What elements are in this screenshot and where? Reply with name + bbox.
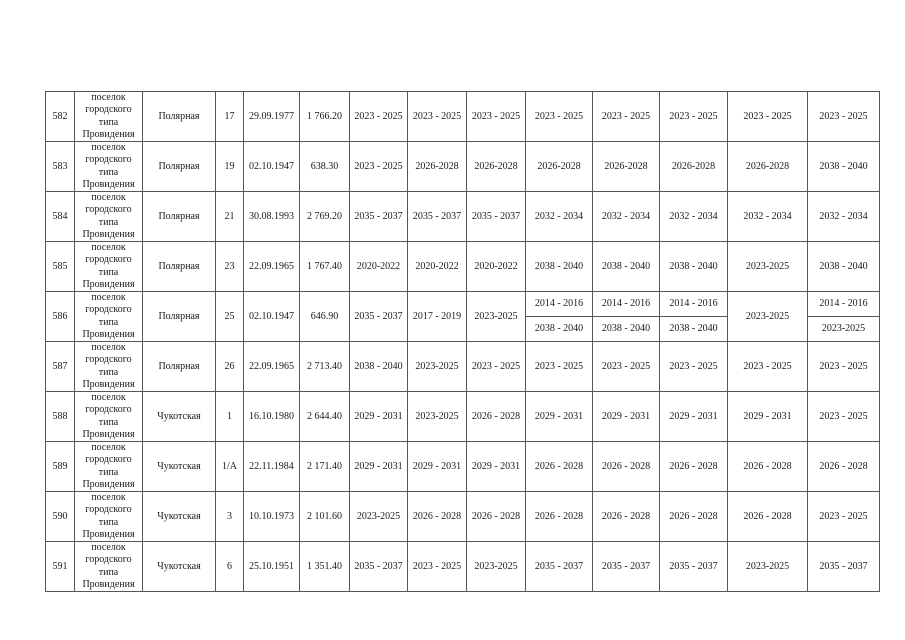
- commissioning-date-cell: 29.09.1977: [244, 92, 300, 142]
- period-cell-4: 2038 - 2040: [526, 242, 593, 292]
- locality-line: городского: [85, 354, 132, 366]
- period-cell-1: 2020-2022: [350, 242, 408, 292]
- period-cell-5: 2026-2028: [593, 142, 660, 192]
- period-cell-7: 2023-2025: [728, 242, 808, 292]
- document-page: [45, 91, 879, 592]
- period-cell-8: 2038 - 2040: [808, 242, 880, 292]
- row-number-cell: 582: [46, 92, 75, 142]
- period-cell-3: 2026-2028: [467, 142, 526, 192]
- street-cell: Полярная: [143, 342, 216, 392]
- table-row: [46, 342, 880, 392]
- locality-line: Провидения: [82, 528, 135, 540]
- period-cell-2: 2029 - 2031: [408, 442, 467, 492]
- period-cell-2: 2023-2025: [408, 342, 467, 392]
- commissioning-date-cell: 25.10.1951: [244, 542, 300, 592]
- period-cell-6: 2038 - 2040: [660, 242, 728, 292]
- locality-line: Провидения: [82, 278, 135, 290]
- period-cell-7: 2023-2025: [728, 542, 808, 592]
- period-cell-4: 2029 - 2031: [526, 392, 593, 442]
- area-cell: 2 101.60: [300, 492, 350, 542]
- period-cell-7: 2026 - 2028: [728, 492, 808, 542]
- house-number-cell: 23: [216, 242, 244, 292]
- street-cell: Чукотская: [143, 492, 216, 542]
- house-number-cell: 25: [216, 292, 244, 342]
- period-cell-3: 2023-2025: [467, 292, 526, 342]
- period-cell-8: 2023 - 2025: [808, 392, 880, 442]
- period-cell-4: 2026 - 2028: [526, 442, 593, 492]
- street-cell: Чукотская: [143, 442, 216, 492]
- locality-line: поселок: [91, 92, 126, 104]
- row-number-cell: 585: [46, 242, 75, 292]
- period-upper: 2014 - 2016: [808, 292, 879, 317]
- table-row: [46, 192, 880, 242]
- period-cell-5: 2038 - 2040: [593, 242, 660, 292]
- street-cell: Полярная: [143, 92, 216, 142]
- period-cell-2: 2023 - 2025: [408, 92, 467, 142]
- locality-line: типа: [98, 416, 119, 428]
- period-cell-6: [660, 292, 728, 342]
- period-upper: 2014 - 2016: [660, 292, 727, 317]
- period-lower: 2023-2025: [821, 323, 866, 334]
- period-cell-6: 2026 - 2028: [660, 492, 728, 542]
- period-cell-6: 2026-2028: [660, 142, 728, 192]
- period-lower: 2038 - 2040: [534, 323, 584, 334]
- period-cell-6: 2023 - 2025: [660, 342, 728, 392]
- area-cell: 2 644.40: [300, 392, 350, 442]
- row-number-cell: 587: [46, 342, 75, 392]
- locality-line: типа: [98, 466, 119, 478]
- period-cell-5: 2032 - 2034: [593, 192, 660, 242]
- period-cell-6: 2029 - 2031: [660, 392, 728, 442]
- locality-line: Провидения: [82, 428, 135, 440]
- commissioning-date-cell: 30.08.1993: [244, 192, 300, 242]
- house-number-cell: 6: [216, 542, 244, 592]
- area-cell: 1 351.40: [300, 542, 350, 592]
- area-cell: 646.90: [300, 292, 350, 342]
- area-cell: 1 767.40: [300, 242, 350, 292]
- locality-line: Провидения: [82, 478, 135, 490]
- house-number-cell: 26: [216, 342, 244, 392]
- period-cell-7: 2026 - 2028: [728, 442, 808, 492]
- period-lower: 2038 - 2040: [601, 323, 651, 334]
- period-cell-2: 2026-2028: [408, 142, 467, 192]
- period-cell-2: 2035 - 2037: [408, 192, 467, 242]
- period-cell-4: 2035 - 2037: [526, 542, 593, 592]
- house-number-cell: 19: [216, 142, 244, 192]
- period-cell-6: 2026 - 2028: [660, 442, 728, 492]
- period-cell-7: 2023-2025: [728, 292, 808, 342]
- locality-line: городского: [85, 204, 132, 216]
- locality-cell: [75, 342, 143, 392]
- row-number-cell: 590: [46, 492, 75, 542]
- period-cell-5: 2029 - 2031: [593, 392, 660, 442]
- period-cell-8: 2035 - 2037: [808, 542, 880, 592]
- period-cell-5: 2026 - 2028: [593, 492, 660, 542]
- period-cell-5: 2023 - 2025: [593, 92, 660, 142]
- period-cell-3: 2023-2025: [467, 542, 526, 592]
- period-cell-5: 2035 - 2037: [593, 542, 660, 592]
- area-cell: 2 769.20: [300, 192, 350, 242]
- period-cell-3: 2020-2022: [467, 242, 526, 292]
- locality-line: типа: [98, 166, 119, 178]
- street-cell: Полярная: [143, 292, 216, 342]
- locality-line: городского: [85, 154, 132, 166]
- area-cell: 1 766.20: [300, 92, 350, 142]
- locality-line: поселок: [91, 492, 126, 504]
- period-cell-8: 2023 - 2025: [808, 492, 880, 542]
- period-cell-1: 2035 - 2037: [350, 192, 408, 242]
- period-cell-4: 2023 - 2025: [526, 92, 593, 142]
- locality-line: поселок: [91, 292, 126, 304]
- locality-line: Провидения: [82, 378, 135, 390]
- period-cell-2: 2023 - 2025: [408, 542, 467, 592]
- period-cell-7: 2032 - 2034: [728, 192, 808, 242]
- table-row: [46, 242, 880, 292]
- locality-line: городского: [85, 454, 132, 466]
- period-cell-7: 2023 - 2025: [728, 342, 808, 392]
- locality-cell: [75, 192, 143, 242]
- house-number-cell: 1/А: [216, 442, 244, 492]
- locality-cell: [75, 142, 143, 192]
- table-row: [46, 92, 880, 142]
- locality-cell: [75, 492, 143, 542]
- area-cell: 638.30: [300, 142, 350, 192]
- locality-line: Провидения: [82, 178, 135, 190]
- period-cell-8: 2026 - 2028: [808, 442, 880, 492]
- locality-line: Провидения: [82, 578, 135, 590]
- period-cell-1: 2035 - 2037: [350, 542, 408, 592]
- repair-schedule-table: [45, 91, 880, 592]
- street-cell: Полярная: [143, 192, 216, 242]
- period-cell-1: 2023 - 2025: [350, 92, 408, 142]
- locality-line: типа: [98, 266, 119, 278]
- period-cell-8: [808, 292, 880, 342]
- period-upper: 2014 - 2016: [526, 292, 592, 317]
- table-row: [46, 142, 880, 192]
- period-cell-3: 2029 - 2031: [467, 442, 526, 492]
- period-cell-8: 2023 - 2025: [808, 92, 880, 142]
- period-upper: 2014 - 2016: [593, 292, 659, 317]
- period-cell-3: 2035 - 2037: [467, 192, 526, 242]
- period-cell-2: 2023-2025: [408, 392, 467, 442]
- row-number-cell: 588: [46, 392, 75, 442]
- commissioning-date-cell: 02.10.1947: [244, 142, 300, 192]
- locality-line: городского: [85, 504, 132, 516]
- period-cell-4: 2023 - 2025: [526, 342, 593, 392]
- locality-line: типа: [98, 566, 119, 578]
- period-cell-8: 2032 - 2034: [808, 192, 880, 242]
- locality-line: поселок: [91, 242, 126, 254]
- period-cell-8: 2023 - 2025: [808, 342, 880, 392]
- table-row: [46, 442, 880, 492]
- locality-line: поселок: [91, 442, 126, 454]
- period-cell-1: 2029 - 2031: [350, 442, 408, 492]
- locality-cell: [75, 542, 143, 592]
- house-number-cell: 21: [216, 192, 244, 242]
- row-number-cell: 589: [46, 442, 75, 492]
- period-cell-4: [526, 292, 593, 342]
- commissioning-date-cell: 02.10.1947: [244, 292, 300, 342]
- locality-line: городского: [85, 554, 132, 566]
- period-cell-5: [593, 292, 660, 342]
- period-cell-1: 2029 - 2031: [350, 392, 408, 442]
- locality-line: типа: [98, 116, 119, 128]
- period-cell-5: 2026 - 2028: [593, 442, 660, 492]
- locality-cell: [75, 292, 143, 342]
- row-number-cell: 583: [46, 142, 75, 192]
- locality-cell: [75, 392, 143, 442]
- area-cell: 2 171.40: [300, 442, 350, 492]
- period-cell-1: 2023 - 2025: [350, 142, 408, 192]
- period-cell-3: 2023 - 2025: [467, 92, 526, 142]
- house-number-cell: 17: [216, 92, 244, 142]
- period-cell-6: 2032 - 2034: [660, 192, 728, 242]
- locality-line: поселок: [91, 392, 126, 404]
- house-number-cell: 1: [216, 392, 244, 442]
- period-cell-6: 2035 - 2037: [660, 542, 728, 592]
- locality-line: типа: [98, 366, 119, 378]
- period-cell-8: 2038 - 2040: [808, 142, 880, 192]
- commissioning-date-cell: 22.11.1984: [244, 442, 300, 492]
- locality-line: городского: [85, 404, 132, 416]
- period-lower: 2038 - 2040: [669, 323, 718, 334]
- period-cell-7: 2023 - 2025: [728, 92, 808, 142]
- locality-line: поселок: [91, 542, 126, 554]
- period-cell-1: 2035 - 2037: [350, 292, 408, 342]
- street-cell: Полярная: [143, 242, 216, 292]
- locality-cell: [75, 92, 143, 142]
- house-number-cell: 3: [216, 492, 244, 542]
- locality-line: городского: [85, 254, 132, 266]
- commissioning-date-cell: 10.10.1973: [244, 492, 300, 542]
- locality-line: Провидения: [82, 328, 135, 340]
- period-cell-7: 2029 - 2031: [728, 392, 808, 442]
- period-cell-2: 2017 - 2019: [408, 292, 467, 342]
- locality-line: поселок: [91, 192, 126, 204]
- street-cell: Полярная: [143, 142, 216, 192]
- period-cell-7: 2026-2028: [728, 142, 808, 192]
- period-cell-1: 2023-2025: [350, 492, 408, 542]
- locality-line: поселок: [91, 142, 126, 154]
- period-cell-3: 2026 - 2028: [467, 392, 526, 442]
- row-number-cell: 591: [46, 542, 75, 592]
- locality-line: Провидения: [82, 228, 135, 240]
- table-body: [46, 92, 880, 592]
- area-cell: 2 713.40: [300, 342, 350, 392]
- locality-cell: [75, 442, 143, 492]
- row-number-cell: 586: [46, 292, 75, 342]
- table-row: [46, 392, 880, 442]
- period-cell-4: 2026 - 2028: [526, 492, 593, 542]
- period-cell-6: 2023 - 2025: [660, 92, 728, 142]
- period-cell-1: 2038 - 2040: [350, 342, 408, 392]
- period-cell-2: 2026 - 2028: [408, 492, 467, 542]
- period-cell-5: 2023 - 2025: [593, 342, 660, 392]
- period-cell-4: 2032 - 2034: [526, 192, 593, 242]
- locality-cell: [75, 242, 143, 292]
- commissioning-date-cell: 16.10.1980: [244, 392, 300, 442]
- street-cell: Чукотская: [143, 542, 216, 592]
- street-cell: Чукотская: [143, 392, 216, 442]
- commissioning-date-cell: 22.09.1965: [244, 242, 300, 292]
- commissioning-date-cell: 22.09.1965: [244, 342, 300, 392]
- table-row: [46, 542, 880, 592]
- table-row: [46, 292, 880, 342]
- locality-line: поселок: [91, 342, 126, 354]
- table-row: [46, 492, 880, 542]
- period-cell-4: 2026-2028: [526, 142, 593, 192]
- row-number-cell: 584: [46, 192, 75, 242]
- locality-line: городского: [85, 304, 132, 316]
- locality-line: типа: [98, 216, 119, 228]
- locality-line: городского: [85, 104, 132, 116]
- period-cell-2: 2020-2022: [408, 242, 467, 292]
- locality-line: Провидения: [82, 128, 135, 140]
- period-cell-3: 2026 - 2028: [467, 492, 526, 542]
- locality-line: типа: [98, 516, 119, 528]
- locality-line: типа: [98, 316, 119, 328]
- period-cell-3: 2023 - 2025: [467, 342, 526, 392]
